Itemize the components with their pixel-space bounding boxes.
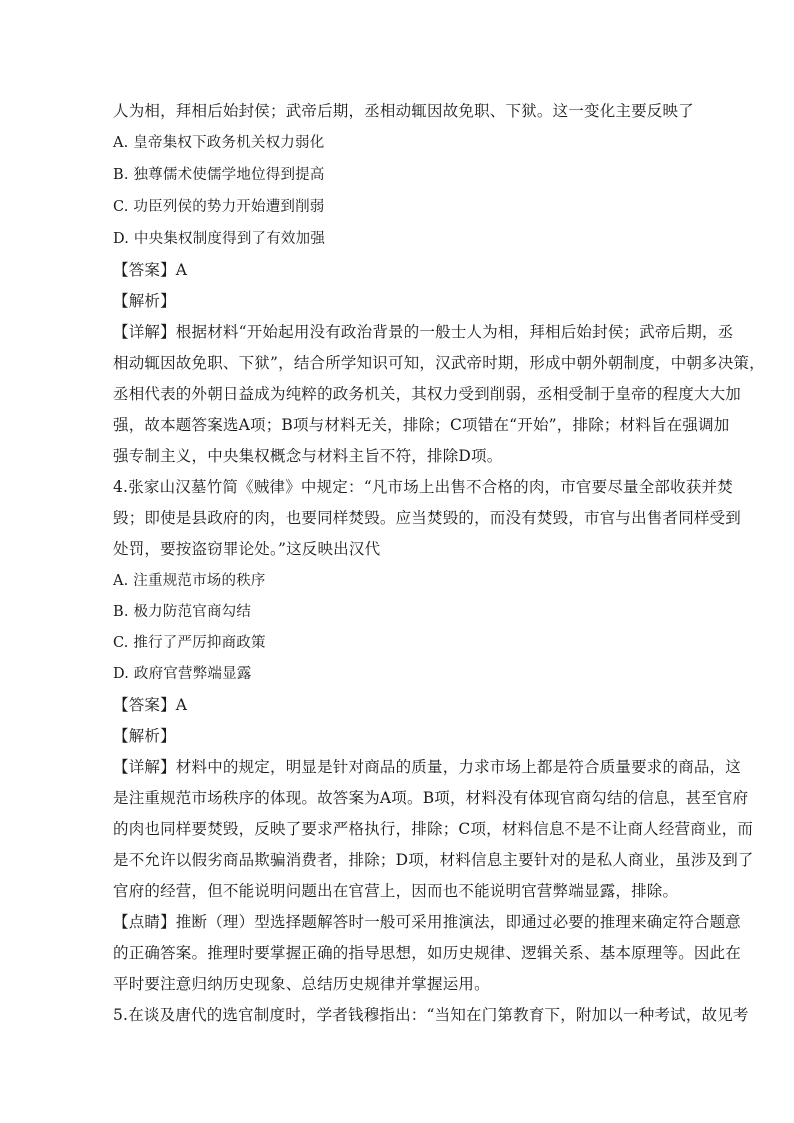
q4-detail-line: 的肉也同样要焚毁，反映了要求严格执行，排除；C项，材料信息不是不让商人经营商业，而 xyxy=(113,820,754,838)
q4-option-a: A. 注重规范市场的秩序 xyxy=(113,573,266,589)
q3-analysis-label: 【解析】 xyxy=(113,292,176,310)
q3-detail-line: 强专制主义，中央集权概念与材料主旨不符，排除D项。 xyxy=(113,447,503,465)
q5-stem-start: 5.在谈及唐代的选官制度时，学者钱穆指出：“当知在门第教育下，附加以一种考试，故见考 xyxy=(113,1006,749,1024)
q4-stem-line: 毁；即使是县政府的肉，也要同样焚毁。应当焚毁的，而没有焚毁，市官与出售者同样受到 xyxy=(113,509,742,527)
q3-option-a: A. 皇帝集权下政务机关权力弱化 xyxy=(113,135,325,151)
q4-detail-line: 官府的经营，但不能说明问题出在官营上，因而也不能说明官营弊端显露，排除。 xyxy=(113,882,679,900)
q4-answer: 【答案】A xyxy=(113,696,188,714)
q4-analysis-label: 【解析】 xyxy=(113,727,176,745)
q4-detail-line: 【详解】材料中的规定，明显是针对商品的质量，力求市场上都是符合质量要求的商品，这 xyxy=(113,758,742,776)
q3-option-c: C. 功臣列侯的势力开始遭到削弱 xyxy=(113,199,325,215)
q3-stem-tail: 人为相，拜相后始封侯；武帝后期，丞相动辄因故免职、下狱。这一变化主要反映了 xyxy=(113,102,694,120)
q3-detail-line: 相动辄因故免职、下狱”，结合所学知识可知，汉武帝时期，形成中朝外朝制度，中朝多决策， xyxy=(113,354,765,372)
q4-stem-line: 4.张家山汉墓竹简《贼律》中规定：“凡市场上出售不合格的肉，市官要尽量全部收获并焚 xyxy=(113,478,733,496)
q4-detail-line: 是不允许以假劣商品欺骗消费者，排除；D项，材料信息主要针对的是私人商业，虽涉及到了 xyxy=(113,851,754,869)
q4-tip-line: 【点睛】推断（理）型选择题解答时一般可采用推演法，即通过必要的推理来确定符合题意 xyxy=(113,913,742,931)
q3-answer: 【答案】A xyxy=(113,261,188,279)
q3-detail-line: 强，故本题答案选A项；B项与材料无关，排除；C项错在“开始”，排除；材料旨在强调加 xyxy=(113,416,730,434)
q4-option-c: C. 推行了严厉抑商政策 xyxy=(113,635,266,651)
q4-detail-line: 是注重规范市场秩序的体现。故答案为A项。B项，材料没有体现官商勾结的信息，甚至官府 xyxy=(113,789,749,807)
q4-option-b: B. 极力防范官商勾结 xyxy=(113,604,252,620)
q4-tip-line: 平时要注意归纳历史现象、总结历史规律并掌握运用。 xyxy=(113,975,490,993)
q3-detail-line: 【详解】根据材料“开始起用没有政治背景的一般士人为相，拜相后始封侯；武帝后期，丞 xyxy=(113,323,734,341)
q3-option-b: B. 独尊儒术使儒学地位得到提高 xyxy=(113,167,325,183)
q3-detail-line: 丞相代表的外朝日益成为纯粹的政务机关，其权力受到削弱，丞相受制于皇帝的程度大大加 xyxy=(113,385,742,403)
q4-tip-line: 的正确答案。推理时要掌握正确的指导思想，如历史规律、逻辑关系、基本原理等。因此在 xyxy=(113,944,742,962)
q3-option-d: D. 中央集权制度得到了有效加强 xyxy=(113,231,326,247)
q4-option-d: D. 政府官营弊端显露 xyxy=(113,666,252,682)
q4-stem-line: 处罚，要按盗窃罪论处。”这反映出汉代 xyxy=(113,540,381,558)
